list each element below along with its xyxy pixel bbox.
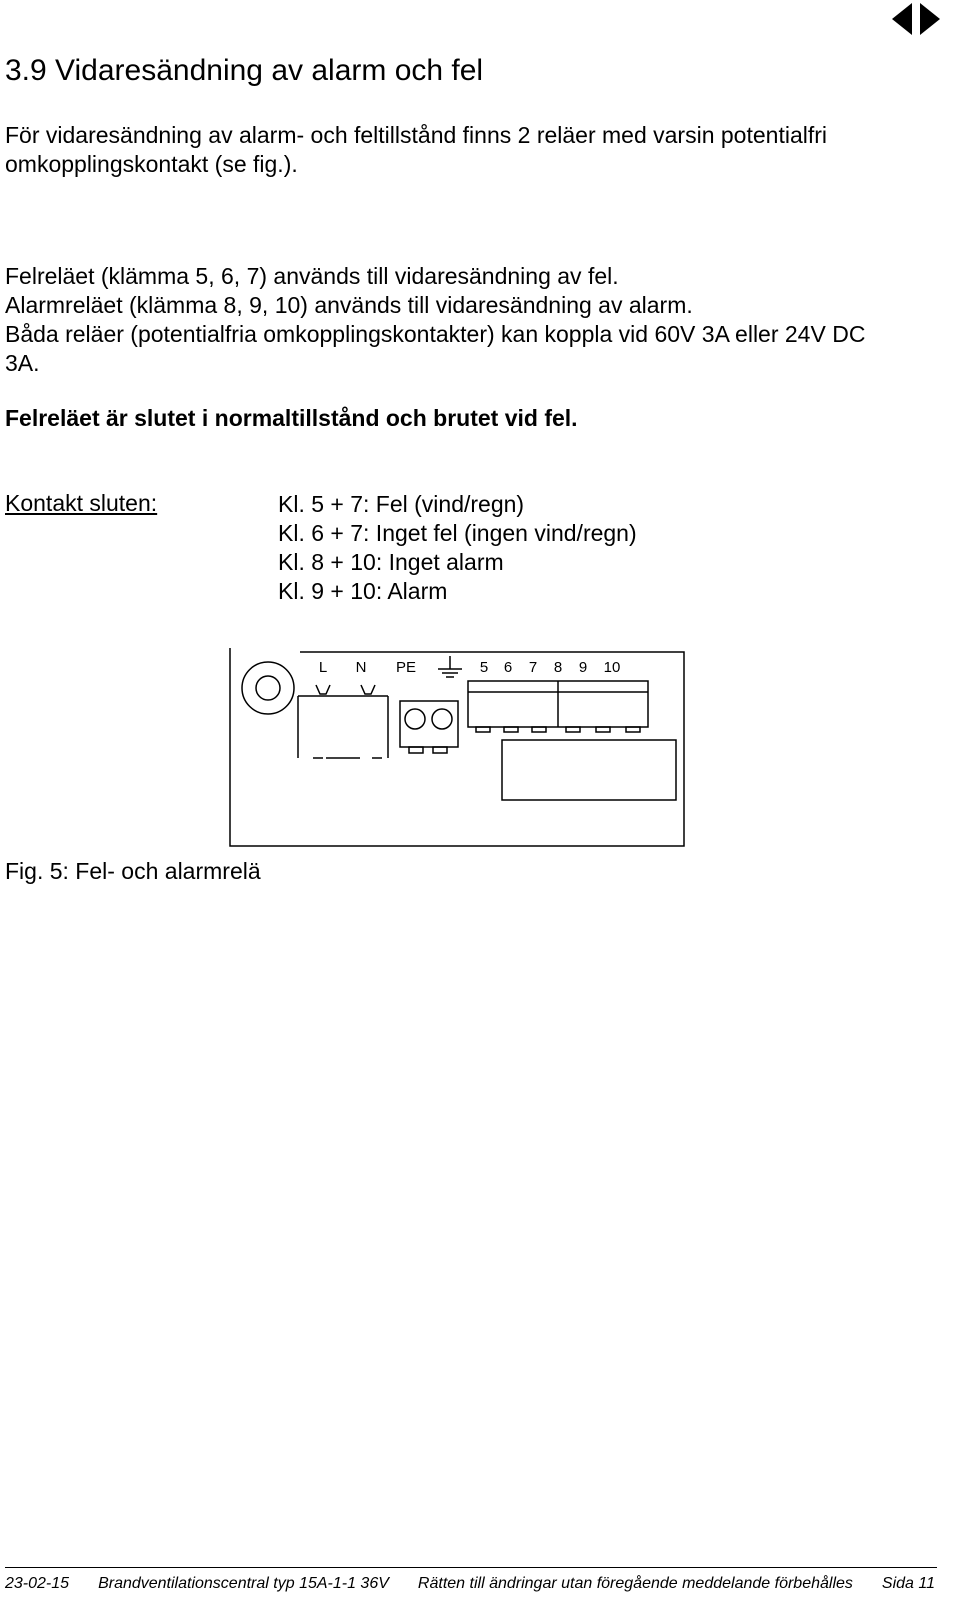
power-terminal-block	[298, 685, 388, 758]
relay-line: 3A.	[5, 350, 40, 376]
intro-line: omkopplingskontakt (se fig.).	[5, 151, 298, 177]
terminal-label-10: 10	[603, 659, 621, 676]
footer-divider	[5, 1567, 937, 1568]
relay-module-body	[502, 740, 676, 800]
footer-page-number: Sida 11	[881, 1575, 935, 1592]
double-arrow-nav-icon[interactable]	[892, 2, 940, 36]
terminal-label-6: 6	[503, 659, 513, 676]
footer-notice: Rätten till ändringar utan föregående meddelande förbehålles	[417, 1575, 853, 1592]
terminal-label-7: 7	[528, 659, 538, 676]
terminal-label-8: 8	[553, 659, 563, 676]
intro-paragraph	[5, 121, 827, 179]
contact-item: Kl. 6 + 7: Inget fel (ingen vind/regn)	[278, 520, 637, 546]
figure-caption: Fig. 5: Fel- och alarmrelä	[5, 858, 261, 884]
cable-gland-inner	[256, 676, 280, 700]
contact-closed-label: Kontakt sluten:	[5, 490, 158, 516]
contact-item: Kl. 8 + 10: Inget alarm	[278, 549, 504, 575]
contact-list	[278, 490, 637, 606]
relay-line: Båda reläer (potentialfria omkopplingskontakter) kan koppla vid 60V 3A eller 24V DC	[5, 321, 866, 347]
footer-product: Brandventilationscentral typ 15A-1-1 36V	[98, 1575, 389, 1592]
contact-item: Kl. 9 + 10: Alarm	[278, 578, 448, 604]
relay-line: Felreläet (klämma 5, 6, 7) används till vidaresändning av fel.	[5, 263, 619, 289]
page-title: 3.9 Vidaresändning av alarm och fel	[5, 54, 484, 87]
relay-terminal-diagram	[228, 648, 688, 850]
ground-symbol-icon	[438, 656, 462, 677]
normal-state-note: Felreläet är slutet i normaltillstånd och brutet vid fel.	[5, 405, 578, 431]
contact-item: Kl. 5 + 7: Fel (vind/regn)	[278, 491, 525, 517]
terminal-label-N: N	[355, 659, 367, 676]
terminal-label-PE: PE	[395, 659, 417, 676]
page-footer	[5, 1575, 935, 1593]
cable-gland-outer	[242, 662, 294, 714]
relay-line: Alarmreläet (klämma 8, 9, 10) används till vidaresändning av alarm.	[5, 292, 693, 318]
relay-terminal-block	[468, 681, 648, 732]
terminal-label-9: 9	[578, 659, 588, 676]
relay-description	[5, 262, 865, 378]
pe-terminal-block	[400, 701, 458, 753]
terminal-label-L: L	[318, 659, 328, 676]
footer-date: 23-02-15	[5, 1575, 70, 1592]
terminal-label-5: 5	[479, 659, 489, 676]
intro-line: För vidaresändning av alarm- och feltillstånd finns 2 reläer med varsin potentialfri	[5, 122, 828, 148]
